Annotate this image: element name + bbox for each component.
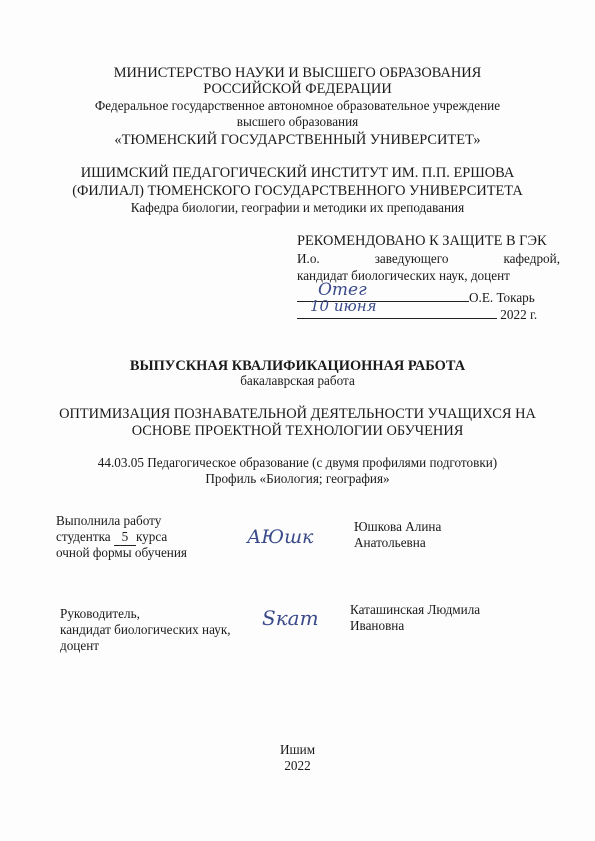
author-course: 5 [114, 529, 136, 546]
work-title-line-1: ОПТИМИЗАЦИЯ ПОЗНАВАТЕЛЬНОЙ ДЕЯТЕЛЬНОСТИ УЧАЩИХСЯ НА [59, 406, 536, 422]
program-line-1: 44.03.05 Педагогическое образование (с двумя профилями подготовки) [97, 455, 498, 470]
supervisor-name-line-1: Каташинская Людмила [350, 602, 481, 617]
footer-city: Ишим [279, 742, 316, 757]
approval-year: 2022 г. [500, 307, 538, 322]
author-name-line-2: Анатольевна [354, 535, 426, 550]
approval-role-word-1: И.о. [297, 251, 320, 266]
author-signature: АЮшк [247, 526, 314, 548]
supervisor-label-line-1: Руководитель, [60, 606, 140, 621]
author-label-line-3: очной формы обучения [56, 545, 187, 560]
supervisor-label-line-2: кандидат биологических наук, [60, 622, 231, 637]
author-label-line-2 [56, 529, 167, 546]
approval-role-word-2: заведующего [374, 251, 449, 266]
institution-line-1: Федеральное государственное автономное образовательное учреждение [94, 98, 501, 113]
work-subtype: бакалаврская работа [240, 373, 355, 388]
approval-role [297, 251, 560, 267]
approval-degree: кандидат биологических наук, доцент [297, 268, 510, 283]
institution-line-2: высшего образования [236, 114, 359, 129]
department-name: Кафедра биологии, географии и методики их преподавания [130, 200, 465, 215]
work-title-line-2: ОСНОВЕ ПРОЕКТНОЙ ТЕХНОЛОГИИ ОБУЧЕНИЯ [131, 423, 464, 439]
institute-line-1: ИШИМСКИЙ ПЕДАГОГИЧЕСКИЙ ИНСТИТУТ ИМ. П.П. ЕРШОВА [80, 165, 515, 181]
author-name-line-1: Юшкова Алина [354, 519, 442, 534]
author-label-prefix: студентка [56, 529, 111, 544]
author-label-line-1: Выполнила работу [56, 513, 162, 528]
ministry-line-1: МИНИСТЕРСТВО НАУКИ И ВЫСШЕГО ОБРАЗОВАНИЯ [113, 65, 482, 81]
approval-role-word-3: кафедрой, [503, 251, 560, 266]
work-type: ВЫПУСКНАЯ КВАЛИФИКАЦИОННАЯ РАБОТА [129, 358, 466, 374]
program-line-2: Профиль «Биология; география» [205, 471, 390, 486]
approval-signer: О.Е. Токарь [469, 290, 535, 305]
ministry-line-2: РОССИЙСКОЙ ФЕДЕРАЦИИ [203, 81, 392, 97]
supervisor-label-line-3: доцент [60, 638, 100, 653]
supervisor-name-line-2: Ивановна [350, 618, 405, 633]
approval-signature: Отег [318, 280, 367, 300]
approval-date-handwritten: 10 июня [310, 297, 377, 315]
footer-year: 2022 [284, 758, 311, 773]
supervisor-signature: Ѕкат [262, 606, 319, 630]
approval-heading: РЕКОМЕНДОВАНО К ЗАЩИТЕ В ГЭК [297, 233, 547, 249]
university-name: «ТЮМЕНСКИЙ ГОСУДАРСТВЕННЫЙ УНИВЕРСИТЕТ» [114, 132, 481, 148]
author-label-suffix: курса [135, 529, 168, 544]
institute-line-2: (ФИЛИАЛ) ТЮМЕНСКОГО ГОСУДАРСТВЕННОГО УНИВЕРСИТЕТА [72, 183, 523, 199]
